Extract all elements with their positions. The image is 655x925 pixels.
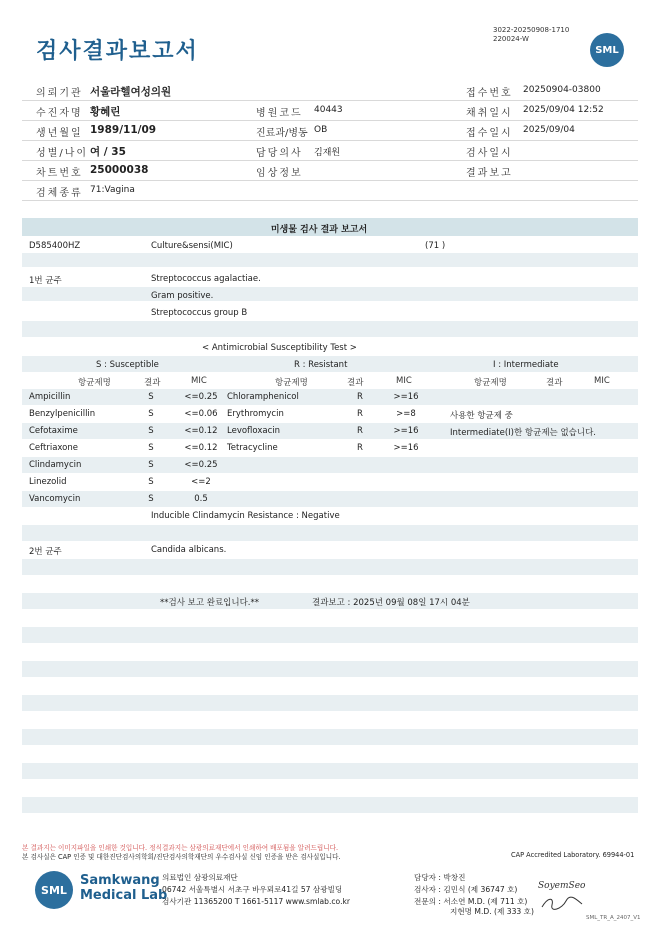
ast-result: R xyxy=(357,392,363,402)
ast-result: R xyxy=(357,443,363,453)
ast-note: 사용한 항균제 중 xyxy=(450,411,513,421)
header-row-1: 의뢰기관 서울라헬여성의원 접수번호 20250904-03800 xyxy=(22,80,638,101)
ast-result: S xyxy=(148,494,154,504)
ast-mic: >=16 xyxy=(393,443,419,453)
antibiotic-name: Levofloxacin xyxy=(227,426,281,436)
patient-name: 황혜린 xyxy=(90,106,121,118)
page-title: 검사결과보고서 xyxy=(36,39,199,64)
brand-name: Samkwang Medical Lab xyxy=(80,873,168,903)
col-header-drug: 항균제명 xyxy=(474,378,507,388)
test-ref: (71 ) xyxy=(425,241,446,251)
test-name: Culture&sensi(MIC) xyxy=(151,241,233,251)
ast-result: S xyxy=(148,426,154,436)
staff-specialist: 전문의 : 서소연 M.D. (제 711 호) xyxy=(414,897,528,906)
organism1-label: 1번 균주 xyxy=(29,276,62,286)
contact: 검사기관 11365200 T 1661-5117 www.smlab.co.kr xyxy=(162,897,350,906)
antibiotic-name: Tetracycline xyxy=(227,443,278,453)
address: 06742 서울특별시 서초구 바우뫼로41길 57 삼광빌딩 xyxy=(162,885,343,894)
col-header-mic: MIC xyxy=(191,376,207,386)
sml-logo: SML xyxy=(590,33,624,67)
staff-specialist-2: 지현명 M.D. (제 333 호) xyxy=(450,907,534,916)
header-row-4: 성별/나이 여 / 35 담당의사 김재원 검사일시 xyxy=(22,140,638,161)
receipt-no: 20250904-03800 xyxy=(523,85,601,95)
signature: SoyemSeo xyxy=(538,881,586,891)
antibiotic-name: Erythromycin xyxy=(227,409,284,419)
ast-result: R xyxy=(357,409,363,419)
organism2-name: Candida albicans. xyxy=(151,545,227,555)
ast-mic: <=0.12 xyxy=(184,443,218,453)
ast-mic: <=0.12 xyxy=(184,426,218,436)
staff-manager: 담당자 : 박창진 xyxy=(414,873,466,882)
ast-mic: <=0.06 xyxy=(184,409,218,419)
ast-mic: >=8 xyxy=(396,409,416,419)
antibiotic-name: Chloramphenicol xyxy=(227,392,299,402)
report-time: 결과보고 : 2025년 09월 08일 17시 04분 xyxy=(312,598,470,608)
organism1-line: Streptococcus group B xyxy=(151,308,248,318)
header-row-3: 생년월일 1989/11/09 진료과/병동 OB 접수일시 2025/09/04 xyxy=(22,120,638,141)
header-row-5: 차트번호 25000038 임상정보 결과보고 xyxy=(22,160,638,181)
ast-result: S xyxy=(148,460,154,470)
doc-id: 3022-20250908-1710 220024-W xyxy=(493,26,570,43)
antibiotic-name: Cefotaxime xyxy=(29,426,78,436)
sml-logo: SML xyxy=(35,871,73,909)
antibiotic-name: Ceftriaxone xyxy=(29,443,78,453)
col-header-drug: 항균제명 xyxy=(78,378,111,388)
form-code: SML_TR_A_2407_V1 xyxy=(586,915,641,921)
ast-mic: <=0.25 xyxy=(184,460,218,470)
ast-result: S xyxy=(148,392,154,402)
organism1-line: Streptococcus agalactiae. xyxy=(151,274,261,284)
col-header-result: 결과 xyxy=(347,378,364,388)
header-row-6: 검체종류 71:Vagina xyxy=(22,180,638,201)
footer-note-red: 본 결과지는 이미지파일을 인쇄한 것입니다. 정식결과지는 삼광의료재단에서 인쇄하여 배포됨을 알려드립니다. xyxy=(22,844,339,852)
col-header-drug: 항균제명 xyxy=(275,378,308,388)
organism2-label: 2번 균주 xyxy=(29,547,62,557)
cap-accreditation: CAP Accredited Laboratory. 69944-01 xyxy=(511,851,635,859)
section-title: 미생물 검사 결과 보고서 xyxy=(270,225,368,235)
ast-mic: 0.5 xyxy=(194,494,208,504)
header-row-2: 수진자명 황혜린 병원코드 40443 채취일시 2025/09/04 12:52 xyxy=(22,100,638,121)
legend-s: S : Susceptible xyxy=(96,360,159,370)
ast-mic: >=16 xyxy=(393,426,419,436)
antibiotic-name: Clindamycin xyxy=(29,460,82,470)
test-code: D585400HZ xyxy=(29,241,81,251)
legend-i: I : Intermediate xyxy=(493,360,559,370)
org-name: 의료법인 삼광의료재단 xyxy=(162,873,238,882)
antibiotic-name: Benzylpenicillin xyxy=(29,409,96,419)
ast-result: S xyxy=(148,477,154,487)
col-header-mic: MIC xyxy=(396,376,412,386)
ast-result: R xyxy=(357,426,363,436)
ast-result: S xyxy=(148,409,154,419)
inducible-result: Inducible Clindamycin Resistance : Negative xyxy=(151,511,340,521)
ast-mic: <=0.25 xyxy=(184,392,218,402)
antibiotic-name: Vancomycin xyxy=(29,494,81,504)
signature-scribble xyxy=(540,895,584,911)
institution: 서울라헬여성의원 xyxy=(90,86,172,98)
ast-result: S xyxy=(148,443,154,453)
col-header-result: 결과 xyxy=(546,378,563,388)
staff-tester: 검사자 : 김민식 (제 36747 호) xyxy=(414,885,518,894)
col-header-mic: MIC xyxy=(594,376,610,386)
footer-note: 본 검사실은 CAP 인증 및 대한진단검사의학회/진단검사의학재단의 우수검사실 신임 인증을 받은 검사실입니다. xyxy=(22,853,341,861)
ast-mic: >=16 xyxy=(393,392,419,402)
ast-title: < Antimicrobial Susceptibility Test > xyxy=(202,343,357,353)
ast-mic: <=2 xyxy=(191,477,211,487)
complete-message: **검사 보고 완료입니다.** xyxy=(160,598,260,608)
antibiotic-name: Ampicillin xyxy=(29,392,71,402)
legend-r: R : Resistant xyxy=(294,360,348,370)
organism1-line: Gram positive. xyxy=(151,291,214,301)
ast-note: Intermediate(I)한 항균제는 없습니다. xyxy=(450,428,596,438)
antibiotic-name: Linezolid xyxy=(29,477,67,487)
col-header-result: 결과 xyxy=(144,378,161,388)
